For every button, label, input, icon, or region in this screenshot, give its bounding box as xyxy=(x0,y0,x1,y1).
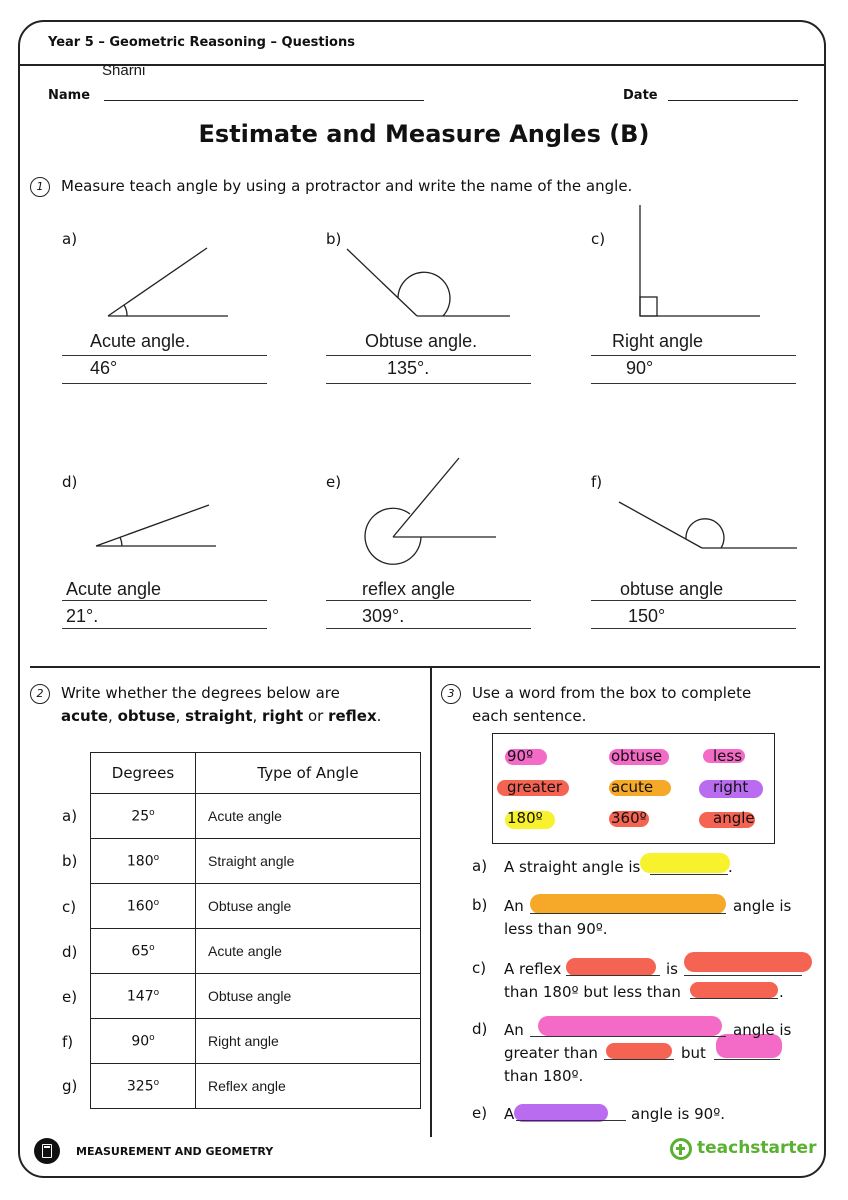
sentence-a-text: A straight angle is xyxy=(504,858,641,876)
row-letter: g) xyxy=(62,1077,78,1095)
name-label: Name xyxy=(48,88,91,103)
blank-d2 xyxy=(604,1059,674,1060)
degree-symbol: o xyxy=(153,1077,160,1088)
table-row xyxy=(91,794,421,839)
word-less: less xyxy=(713,747,743,765)
q1b-letter: b) xyxy=(326,230,342,248)
q1b-line-2 xyxy=(326,383,531,384)
degree-cell xyxy=(91,839,196,884)
sentence-letter: a) xyxy=(472,857,488,875)
answer-highlight-a[interactable] xyxy=(640,853,730,873)
q1f-degree-answer[interactable]: 150° xyxy=(628,606,666,626)
sentence-c-end: . xyxy=(779,983,784,1001)
q1f-line-1 xyxy=(591,600,796,601)
sentence-letter: c) xyxy=(472,959,487,977)
type-answer[interactable]: Acute angle xyxy=(196,794,421,839)
blank-d1 xyxy=(530,1036,726,1037)
q1d-line-1 xyxy=(62,600,267,601)
row-letter: a) xyxy=(62,807,78,825)
q1f-line-2 xyxy=(591,628,796,629)
sentence-c-line2: than 180º but less than xyxy=(504,983,681,1001)
answer-highlight-d1[interactable] xyxy=(538,1016,722,1036)
degree-value: 180 xyxy=(126,853,154,870)
answer-highlight-b[interactable] xyxy=(530,894,726,914)
question-number-3: 3 xyxy=(441,684,461,704)
word-90: 90º xyxy=(507,747,534,765)
q1c-degree-answer[interactable]: 90° xyxy=(626,358,654,378)
degree-symbol: o xyxy=(153,897,160,908)
sentence-e-end: angle is 90º. xyxy=(631,1105,726,1123)
answer-highlight-c3[interactable] xyxy=(690,982,778,998)
degree-value: 325 xyxy=(126,1078,154,1095)
page-title: Estimate and Measure Angles (B) xyxy=(198,120,650,148)
degree-value: 90 xyxy=(131,1033,150,1050)
q1a-degree-answer[interactable]: 46° xyxy=(90,358,118,378)
word-box xyxy=(492,733,775,844)
sentence-d-end: than 180º. xyxy=(504,1067,584,1085)
degree-cell xyxy=(91,794,196,839)
q2-prompt-line2 xyxy=(61,707,381,725)
q3-prompt-line2: each sentence. xyxy=(472,707,587,725)
row-letter: e) xyxy=(62,988,78,1006)
word-straight: straight xyxy=(185,707,253,725)
worksheet-header: Year 5 – Geometric Reasoning – Questions xyxy=(48,35,355,50)
word-180: 180º xyxy=(507,809,543,827)
q1d-line-2 xyxy=(62,628,267,629)
blank-c1 xyxy=(566,975,660,976)
word-obtuse: obtuse xyxy=(611,747,663,765)
q1e-line-1 xyxy=(326,600,531,601)
type-answer[interactable]: Straight angle xyxy=(196,839,421,884)
blank-a xyxy=(650,874,728,875)
sentence-a-end: . xyxy=(728,858,733,876)
q1c-line-1 xyxy=(591,355,796,356)
table-row xyxy=(91,839,421,884)
blank-c2 xyxy=(684,975,802,976)
q1c-letter: c) xyxy=(591,230,606,248)
row-letter: c) xyxy=(62,898,77,916)
degree-cell xyxy=(91,884,196,929)
word-angle: angle xyxy=(713,809,755,827)
q1f-name-answer[interactable]: obtuse angle xyxy=(620,579,724,599)
q3-prompt-line1: Use a word from the box to complete xyxy=(472,684,752,702)
section-divider xyxy=(30,666,820,668)
degree-symbol: o xyxy=(149,942,155,953)
degree-cell xyxy=(91,1019,196,1064)
blank-b xyxy=(530,913,726,914)
q1a-name-answer[interactable]: Acute angle. xyxy=(90,331,191,351)
column-divider xyxy=(430,667,432,1137)
type-answer[interactable]: Right angle xyxy=(196,1019,421,1064)
col-degrees-header: Degrees xyxy=(91,753,196,794)
blank-e xyxy=(516,1120,626,1121)
degree-value: 147 xyxy=(126,988,154,1005)
word-obtuse: obtuse xyxy=(117,707,176,725)
q1d-name-answer[interactable]: Acute angle xyxy=(66,579,162,599)
calculator-icon xyxy=(34,1138,60,1164)
q1c-name-answer[interactable]: Right angle xyxy=(612,331,704,351)
row-letter: f) xyxy=(62,1033,74,1051)
degree-cell xyxy=(91,1064,196,1109)
degree-value: 160 xyxy=(126,898,154,915)
sentence-letter: d) xyxy=(472,1020,488,1038)
degree-symbol: o xyxy=(153,987,160,998)
q1f-letter: f) xyxy=(591,473,603,491)
sentence-letter: e) xyxy=(472,1104,488,1122)
question-number-2: 2 xyxy=(30,684,50,704)
type-answer[interactable]: Obtuse angle xyxy=(196,884,421,929)
word-acute: acute xyxy=(61,707,109,725)
sep: , xyxy=(175,707,186,725)
degree-cell xyxy=(91,974,196,1019)
type-answer[interactable]: Obtuse angle xyxy=(196,974,421,1019)
sentence-b-mid: angle is xyxy=(733,897,792,915)
q1a-line-2 xyxy=(62,383,267,384)
degrees-table xyxy=(90,752,421,1109)
sentence-b-start: An xyxy=(504,897,524,915)
sentence-d-line2: greater than xyxy=(504,1044,598,1062)
degree-cell xyxy=(91,929,196,974)
table-row xyxy=(91,1064,421,1109)
angle-c-diagram xyxy=(640,205,760,316)
row-letter: b) xyxy=(62,852,78,870)
angle-d-diagram xyxy=(96,505,216,546)
word-greater: greater xyxy=(507,778,563,796)
angle-a-diagram xyxy=(108,248,228,316)
table-header-row xyxy=(91,753,421,794)
angle-b-diagram xyxy=(347,249,510,316)
word-acute: acute xyxy=(611,778,654,796)
q1-prompt: Measure teach angle by using a protractor and write the name of the angle. xyxy=(61,177,633,195)
degree-symbol: o xyxy=(149,807,155,818)
q1e-degree-answer[interactable]: 309°. xyxy=(362,606,405,626)
angle-e-diagram xyxy=(365,458,496,564)
teachstarter-logo-icon xyxy=(670,1138,692,1160)
date-label: Date xyxy=(623,88,658,103)
col-type-header: Type of Angle xyxy=(196,753,421,794)
sep: or xyxy=(303,707,329,725)
sep: , xyxy=(108,707,118,725)
question-number-1: 1 xyxy=(30,177,50,197)
sentence-e-start: A xyxy=(504,1105,515,1123)
q1e-line-2 xyxy=(326,628,531,629)
degree-value: 65 xyxy=(131,943,150,960)
angle-f-diagram xyxy=(619,502,797,548)
degree-symbol: o xyxy=(149,1032,155,1043)
q1d-degree-answer[interactable]: 21°. xyxy=(66,606,99,626)
q1a-line-1 xyxy=(62,355,267,356)
blank-d3 xyxy=(714,1059,780,1060)
table-row xyxy=(91,974,421,1019)
type-answer[interactable]: Acute angle xyxy=(196,929,421,974)
answer-highlight-c2[interactable] xyxy=(684,952,812,972)
degree-symbol: o xyxy=(153,852,160,863)
degree-value: 25 xyxy=(131,808,150,825)
q1a-letter: a) xyxy=(62,230,78,248)
q1c-line-2 xyxy=(591,383,796,384)
sentence-c-mid: is xyxy=(666,960,678,978)
name-value[interactable]: Sharni xyxy=(102,62,146,79)
q1e-name-answer[interactable]: reflex angle xyxy=(362,579,456,599)
table-row xyxy=(91,884,421,929)
sentence-b-end: less than 90º. xyxy=(504,920,608,938)
table-row xyxy=(91,929,421,974)
blank-c3 xyxy=(690,998,778,999)
table-row xyxy=(91,1019,421,1064)
footer-section: MEASUREMENT AND GEOMETRY xyxy=(76,1145,274,1158)
sep: , xyxy=(252,707,263,725)
q1d-letter: d) xyxy=(62,473,78,491)
teachstarter-logo: teachstarter xyxy=(697,1138,817,1158)
q2-prompt-line1: Write whether the degrees below are xyxy=(61,684,340,702)
sep: . xyxy=(376,707,382,725)
sentence-d-but: but xyxy=(681,1044,706,1062)
q1b-name-answer[interactable]: Obtuse angle. xyxy=(365,331,478,351)
type-answer[interactable]: Reflex angle xyxy=(196,1064,421,1109)
word-360: 360º xyxy=(611,809,647,827)
answer-highlight-d2[interactable] xyxy=(606,1043,672,1059)
sentence-d-mid: angle is xyxy=(733,1021,792,1039)
q1b-line-1 xyxy=(326,355,531,356)
word-right: right xyxy=(262,707,304,725)
answer-highlight-c1[interactable] xyxy=(566,958,656,976)
q1e-letter: e) xyxy=(326,473,342,491)
sentence-letter: b) xyxy=(472,896,488,914)
sentence-d-start: An xyxy=(504,1021,524,1039)
q1b-degree-answer[interactable]: 135°. xyxy=(387,358,430,378)
word-right: right xyxy=(713,778,749,796)
word-reflex: reflex xyxy=(328,707,377,725)
sentence-c-start: A reflex xyxy=(504,960,562,978)
row-letter: d) xyxy=(62,943,78,961)
